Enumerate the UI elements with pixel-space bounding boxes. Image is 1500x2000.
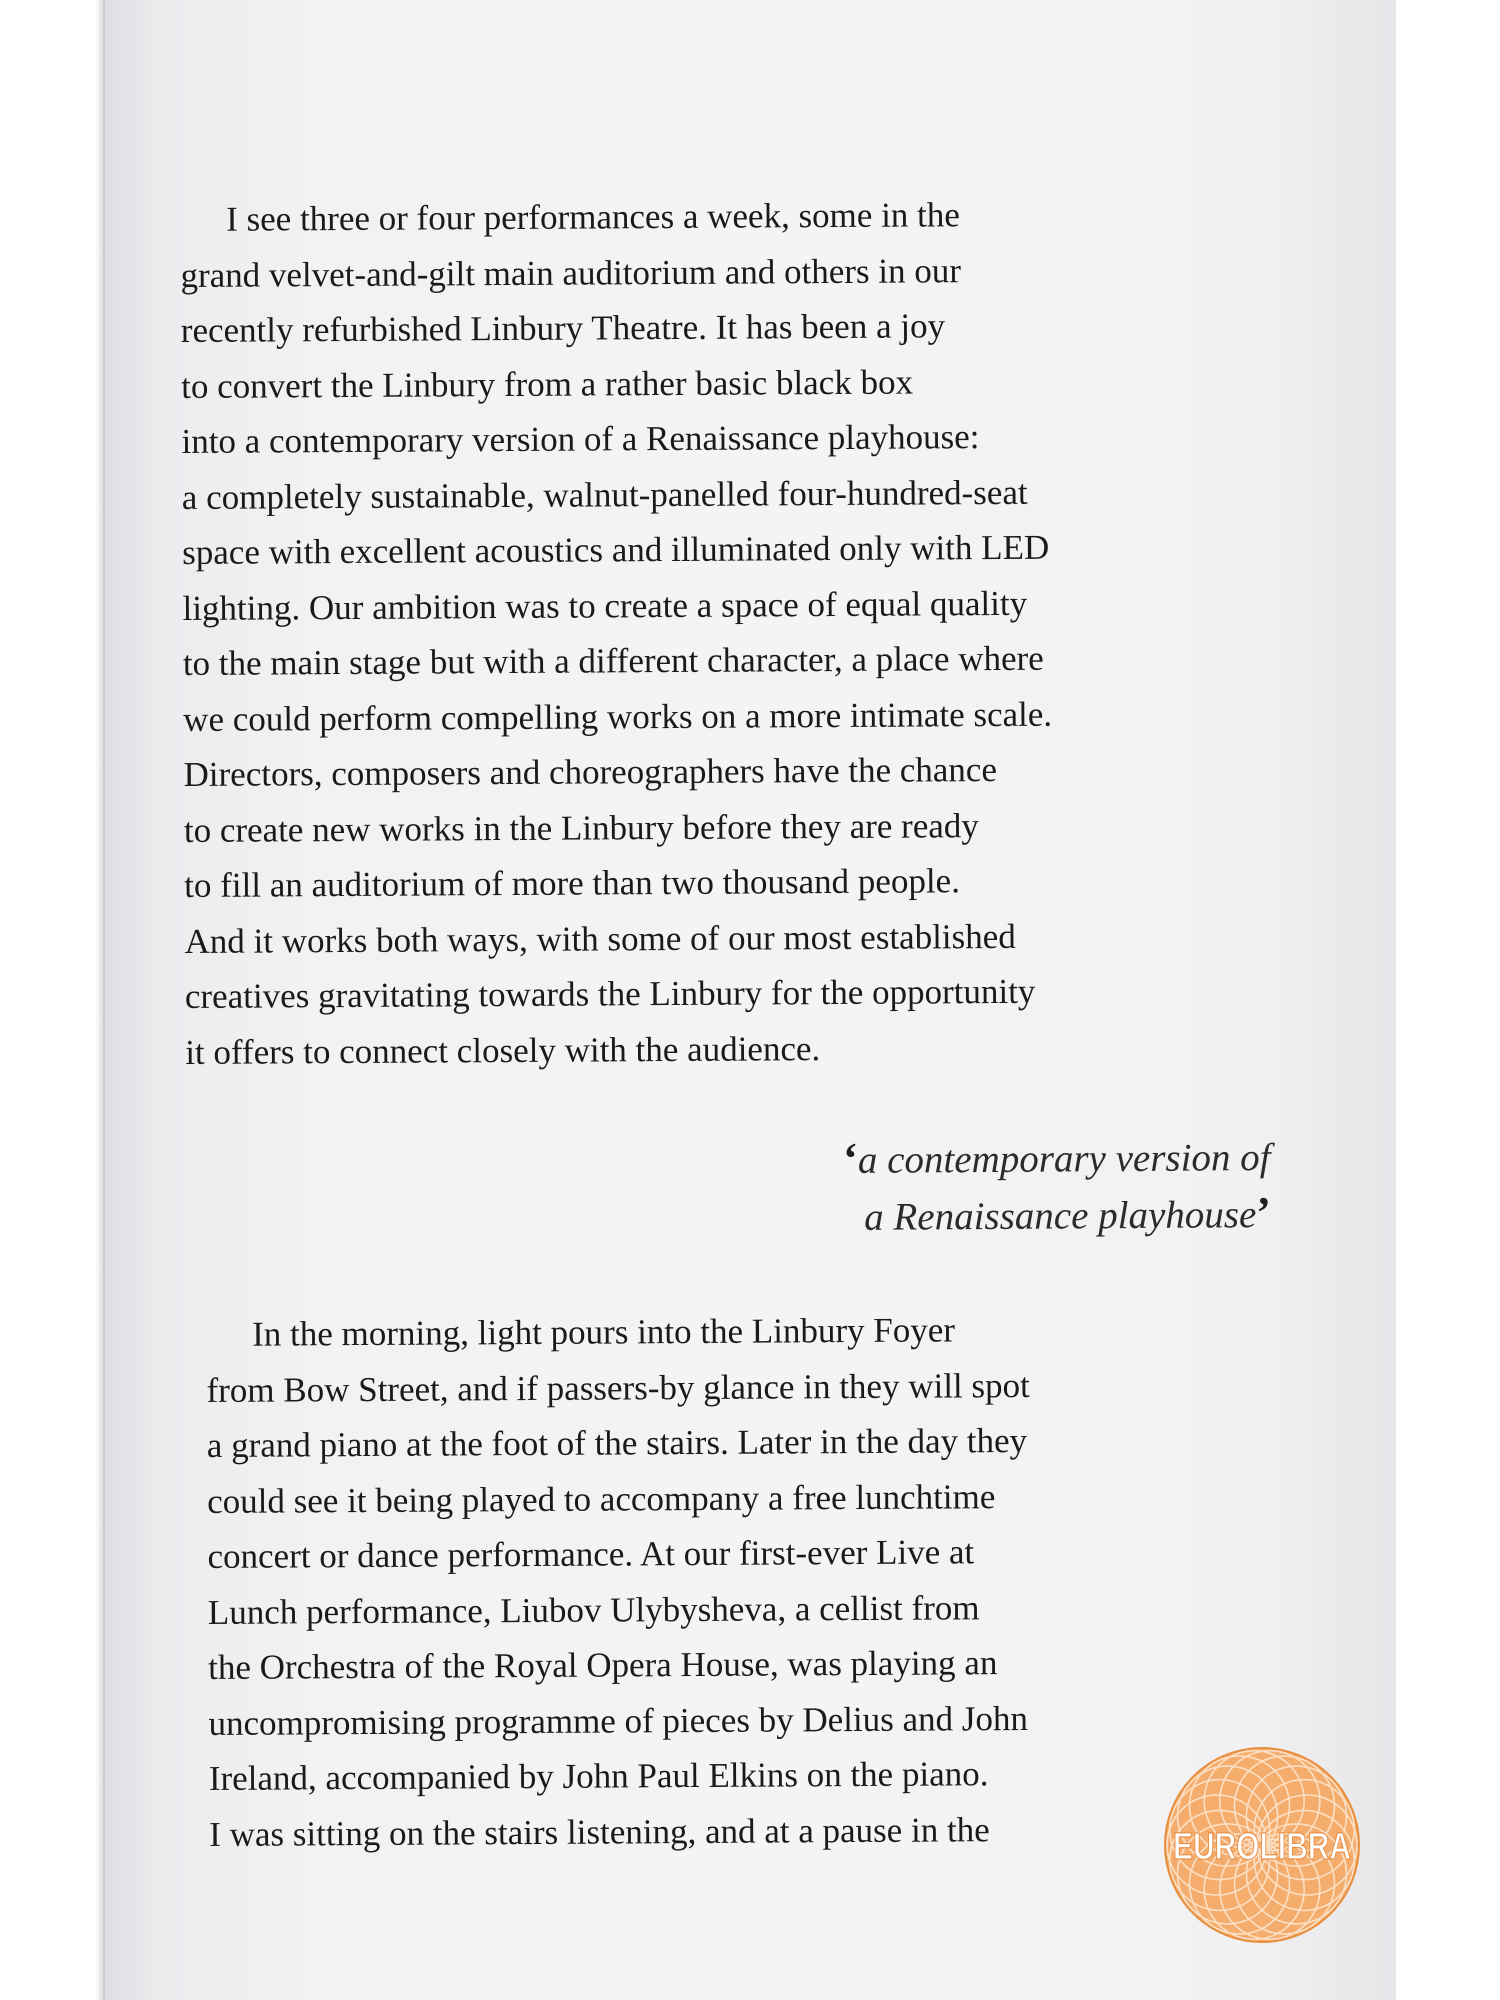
pull-quote-line-2 [843,1185,1271,1245]
text-line: to the main stage but with a different character, a place where [182,638,1044,683]
page-edge-shadow [95,0,105,2000]
text-line: to create new works in the Linbury before they are ready [183,805,979,850]
text-line: Directors, composers and choreographers have the chance [183,750,998,794]
text-line: into a contemporary version of a Renaissance playhouse: [181,417,980,461]
text-line: I was sitting on the stairs listening, and at a pause in the [209,1809,990,1854]
text-line: from Bow Street, and if passers-by glance in they will spot [206,1365,1030,1410]
text-line: to fill an auditorium of more than two thousand people. [184,861,961,905]
text-line: Ireland, accompanied by John Paul Elkins on the piano. [208,1754,989,1798]
paragraph-2 [206,1301,1269,1862]
text-line: creatives gravitating towards the Linbury for the opportunity [184,971,1036,1016]
watermark-text: EUROLIBRA [1173,1826,1351,1868]
text-line: the Orchestra of the Royal Opera House, was playing an [208,1643,998,1687]
text-line: And it works both ways, with some of our most established [184,916,1016,961]
eurolibra-logo-icon [1162,1745,1362,1945]
text-line: concert or dance performance. At our first-ever Live at [207,1532,975,1576]
text-line: recently refurbished Linbury Theatre. It has been a joy [180,306,946,350]
text-line: it offers to connect closely with the audience. [185,1028,821,1072]
paragraph-1 [180,186,1245,1080]
text-line: a grand piano at the foot of the stairs. Later in the day they [206,1420,1028,1465]
pull-quote-text: a contemporary version of [857,1135,1271,1182]
text-line: Lunch performance, Liubov Ulybysheva, a cellist from [207,1587,980,1632]
text-line: to convert the Linbury from a rather basic black box [181,362,914,406]
open-quote-mark: ‘ [842,1133,858,1183]
pull-quote-line-1 [843,1128,1271,1188]
text-line: space with excellent acoustics and illuminated only with LED [182,527,1050,572]
eurolibra-watermark [1162,1745,1362,1945]
text-line: lighting. Our ambition was to create a space of equal quality [182,583,1028,628]
text-line: a completely sustainable, walnut-panelled four-hundred-seat [181,472,1028,517]
pull-quote-text: a Renaissance playhouse [863,1193,1257,1239]
text-line: uncompromising programme of pieces by Delius and John [208,1698,1029,1743]
text-line: could see it being played to accompany a free lunchtime [207,1476,996,1521]
text-line: In the morning, light pours into the Linbury Foyer [252,1310,956,1354]
pull-quote [843,1128,1271,1245]
text-line: grand velvet-and-gilt main auditorium and others in our [180,250,962,295]
text-line: we could perform compelling works on a more intimate scale. [183,694,1053,739]
text-line: I see three or four performances a week, some in the [226,195,960,239]
close-quote-mark: ’ [1255,1187,1271,1238]
